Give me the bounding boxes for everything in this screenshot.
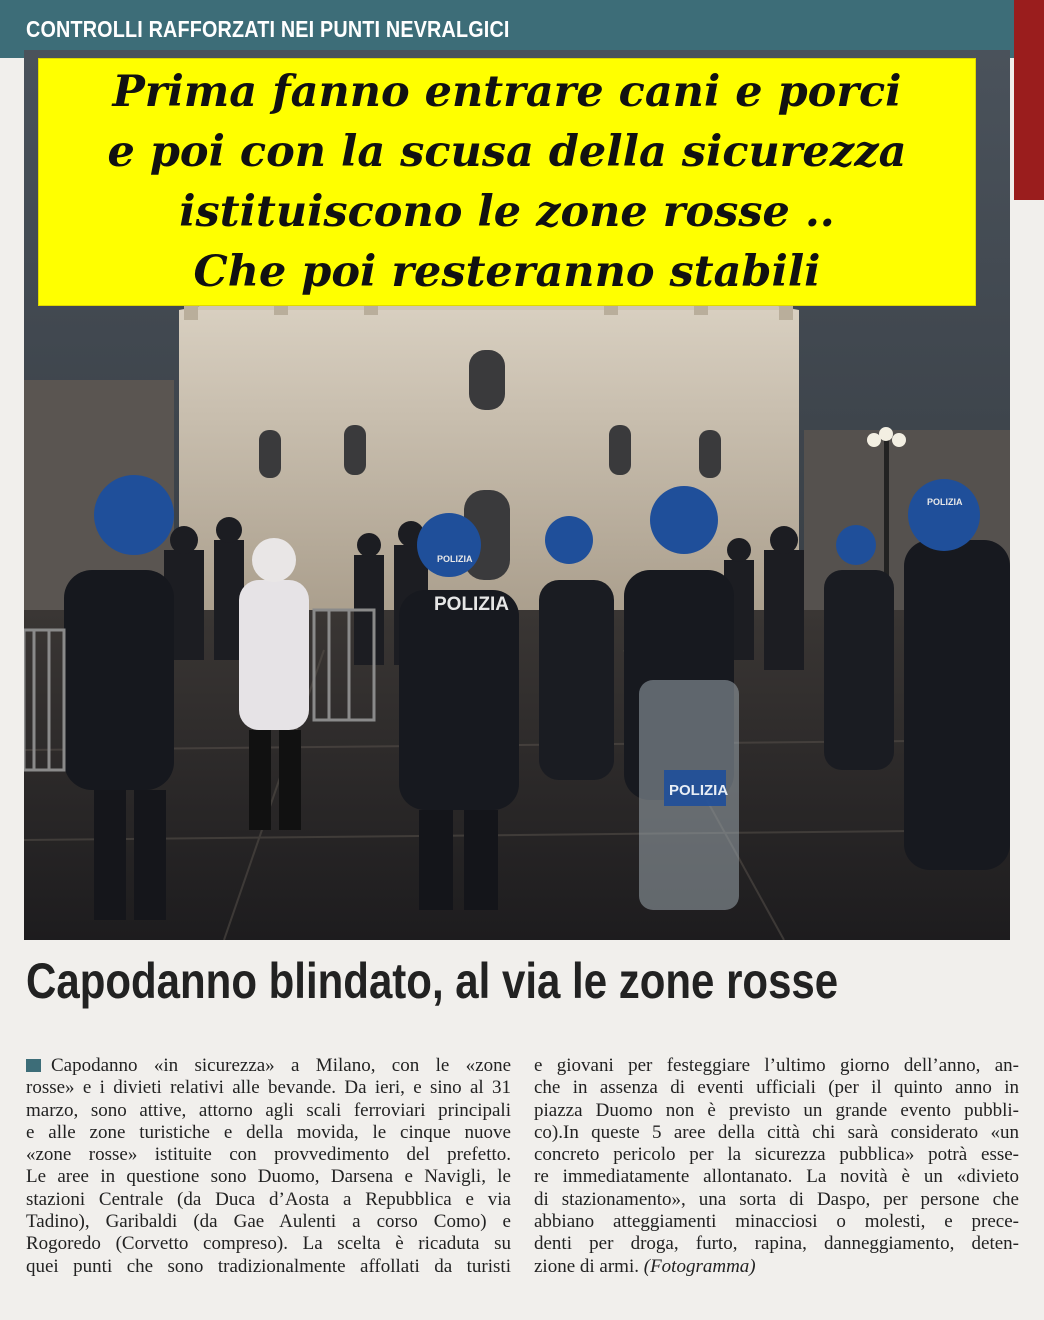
article-line: «zone rosse» istituite con provvedimento del prefetto. <box>26 1144 511 1166</box>
article-line: Rogoredo (Corvetto compreso). La scelta è ricaduta su <box>26 1233 511 1255</box>
article-line: Le aree in questione sono Duomo, Darsena e Navigli, le <box>26 1166 511 1188</box>
callout-line: e poi con la scusa della sicurezza <box>107 127 907 177</box>
article-line: che in assenza di eventi ufficiali (per il quinto anno in <box>534 1077 1019 1099</box>
article-line: e giovani per festeggiare l’ultimo giorno dell’anno, an- <box>534 1055 1019 1076</box>
page-edge-red-bar <box>1014 0 1044 200</box>
article-line: di stazionamento», una sorta di Daspo, per persone che <box>534 1188 1019 1210</box>
article-line: re immediatamente allontanato. La novità è un «divieto <box>534 1166 1019 1188</box>
callout-line: Che poi resteranno stabili <box>193 247 821 297</box>
article-line: stazioni Centrale (da Duca d’Aosta a Repubblica e via <box>26 1188 511 1210</box>
vest-label: POLIZIA <box>434 594 509 615</box>
article-line: denti per droga, furto, rapina, danneggiamento, deten- <box>534 1233 1019 1255</box>
article-line: concreto pericolo per la sicurezza pubblica» potrà esse- <box>534 1144 1019 1166</box>
shield-label: POLIZIA <box>669 782 729 799</box>
article-headline: Capodanno blindato, al via le zone rosse <box>26 953 839 1009</box>
helmet-label: POLIZIA <box>437 554 473 564</box>
section-square-icon <box>26 1059 41 1072</box>
article-line: Tadino), Garibaldi (da Gae Aulenti a corso Como) e <box>26 1211 511 1233</box>
article-column-1 <box>26 1055 511 1278</box>
article-line: co).In queste 5 aree della città chi sarà considerato «un <box>534 1121 1019 1143</box>
article-line: e alle zone turistiche e della movida, le cinque nuove <box>26 1121 511 1143</box>
article-line-last: zione di armi. (Fotogramma) <box>534 1255 756 1277</box>
article-line: rosse» e i divieti relativi alle bevande. Da ieri, e sino al 31 <box>26 1077 511 1099</box>
article-line: Capodanno «in sicurezza» a Milano, con le «zone <box>26 1055 511 1077</box>
article-line: abbiano atteggiamenti minacciosi o molesti, e prece- <box>534 1211 1019 1233</box>
article-line: quei punti che sono tradizionalmente affollati da turisti <box>26 1255 511 1277</box>
photo-credit: (Fotogramma) <box>643 1255 756 1277</box>
section-kicker: CONTROLLI RAFFORZATI NEI PUNTI NEVRALGICI <box>26 16 510 42</box>
article-line: marzo, sono attive, attorno agli scali ferroviari principali <box>26 1099 511 1121</box>
helmet-label-right: POLIZIA <box>927 497 963 507</box>
callout-line: Prima fanno entrare cani e porci <box>112 67 902 117</box>
commentary-callout <box>38 58 976 306</box>
article-column-2 <box>534 1055 1019 1278</box>
article-line: piazza Duomo non è previsto un grande evento pubbli- <box>534 1099 1019 1121</box>
callout-line: istituiscono le zone rosse .. <box>179 187 835 237</box>
